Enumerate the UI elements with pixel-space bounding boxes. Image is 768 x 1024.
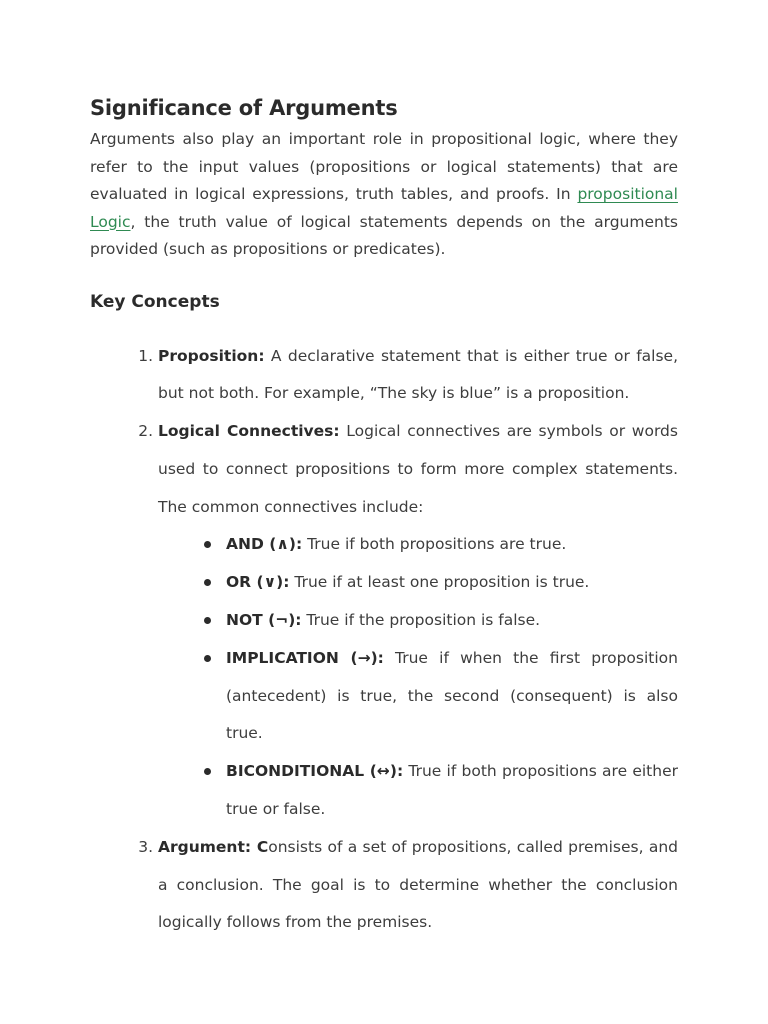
propositional-logic-link[interactable]: propositional Logic	[90, 185, 678, 231]
section-heading: Key Concepts	[90, 291, 220, 312]
concept-item-logical-connectives	[158, 413, 678, 829]
concept-description: onsists of a set of propositions, called premises, and a conclusion. The goal is to determine whether the conclusion logically follows from the premises.	[158, 837, 678, 932]
connective-term: OR (∨):	[226, 573, 290, 592]
connective-term: IMPLICATION (→):	[226, 648, 384, 667]
concept-term: Argument: C	[158, 837, 269, 856]
connective-term: BICONDITIONAL (↔):	[226, 762, 404, 781]
connective-term: AND (∧):	[226, 535, 303, 554]
connective-item-implication	[226, 640, 678, 753]
connective-description: True if both propositions are true.	[302, 535, 567, 554]
connective-description: True if at least one proposition is true.	[289, 573, 590, 592]
concept-item-argument	[158, 829, 678, 942]
bullet-icon	[204, 541, 211, 548]
connective-description: True if the proposition is false.	[301, 611, 541, 630]
intro-text-end: , the truth value of logical statements depends on the arguments provided (such as propositions or predicates).	[90, 212, 678, 258]
connective-description: True if when the first proposition (antecedent) is true, the second (consequent) is also true.	[226, 648, 678, 743]
bullet-icon	[204, 579, 211, 586]
page-title: Significance of Arguments	[90, 96, 398, 120]
bullet-icon	[204, 768, 211, 775]
concept-description: A declarative statement that is either true or false, but not both. For example, “The sky is blue” is a proposition.	[158, 346, 678, 403]
connective-term: NOT (¬):	[226, 611, 302, 630]
connective-item-and	[226, 526, 678, 564]
connectives-list	[158, 526, 678, 828]
connective-item-not	[226, 602, 678, 640]
concepts-list	[90, 338, 678, 943]
connective-item-or	[226, 564, 678, 602]
concept-item-proposition	[158, 338, 678, 414]
concept-term: Logical Connectives:	[158, 422, 340, 441]
bullet-icon	[204, 617, 211, 624]
bullet-icon	[204, 655, 211, 662]
connective-description: True if both propositions are either true or false.	[226, 762, 678, 819]
concept-description: Logical connectives are symbols or words used to connect propositions to form more complex statements. The common connectives include:	[158, 422, 678, 516]
article	[90, 94, 678, 942]
connective-item-biconditional	[226, 753, 678, 829]
intro-paragraph	[90, 126, 678, 264]
concept-term: Proposition:	[158, 346, 265, 365]
intro-text-start: Arguments also play an important role in propositional logic, where they refer to the input values (propositions or logical statements) that are evaluated in logical expressions, truth tables, and proofs. In	[90, 130, 678, 203]
